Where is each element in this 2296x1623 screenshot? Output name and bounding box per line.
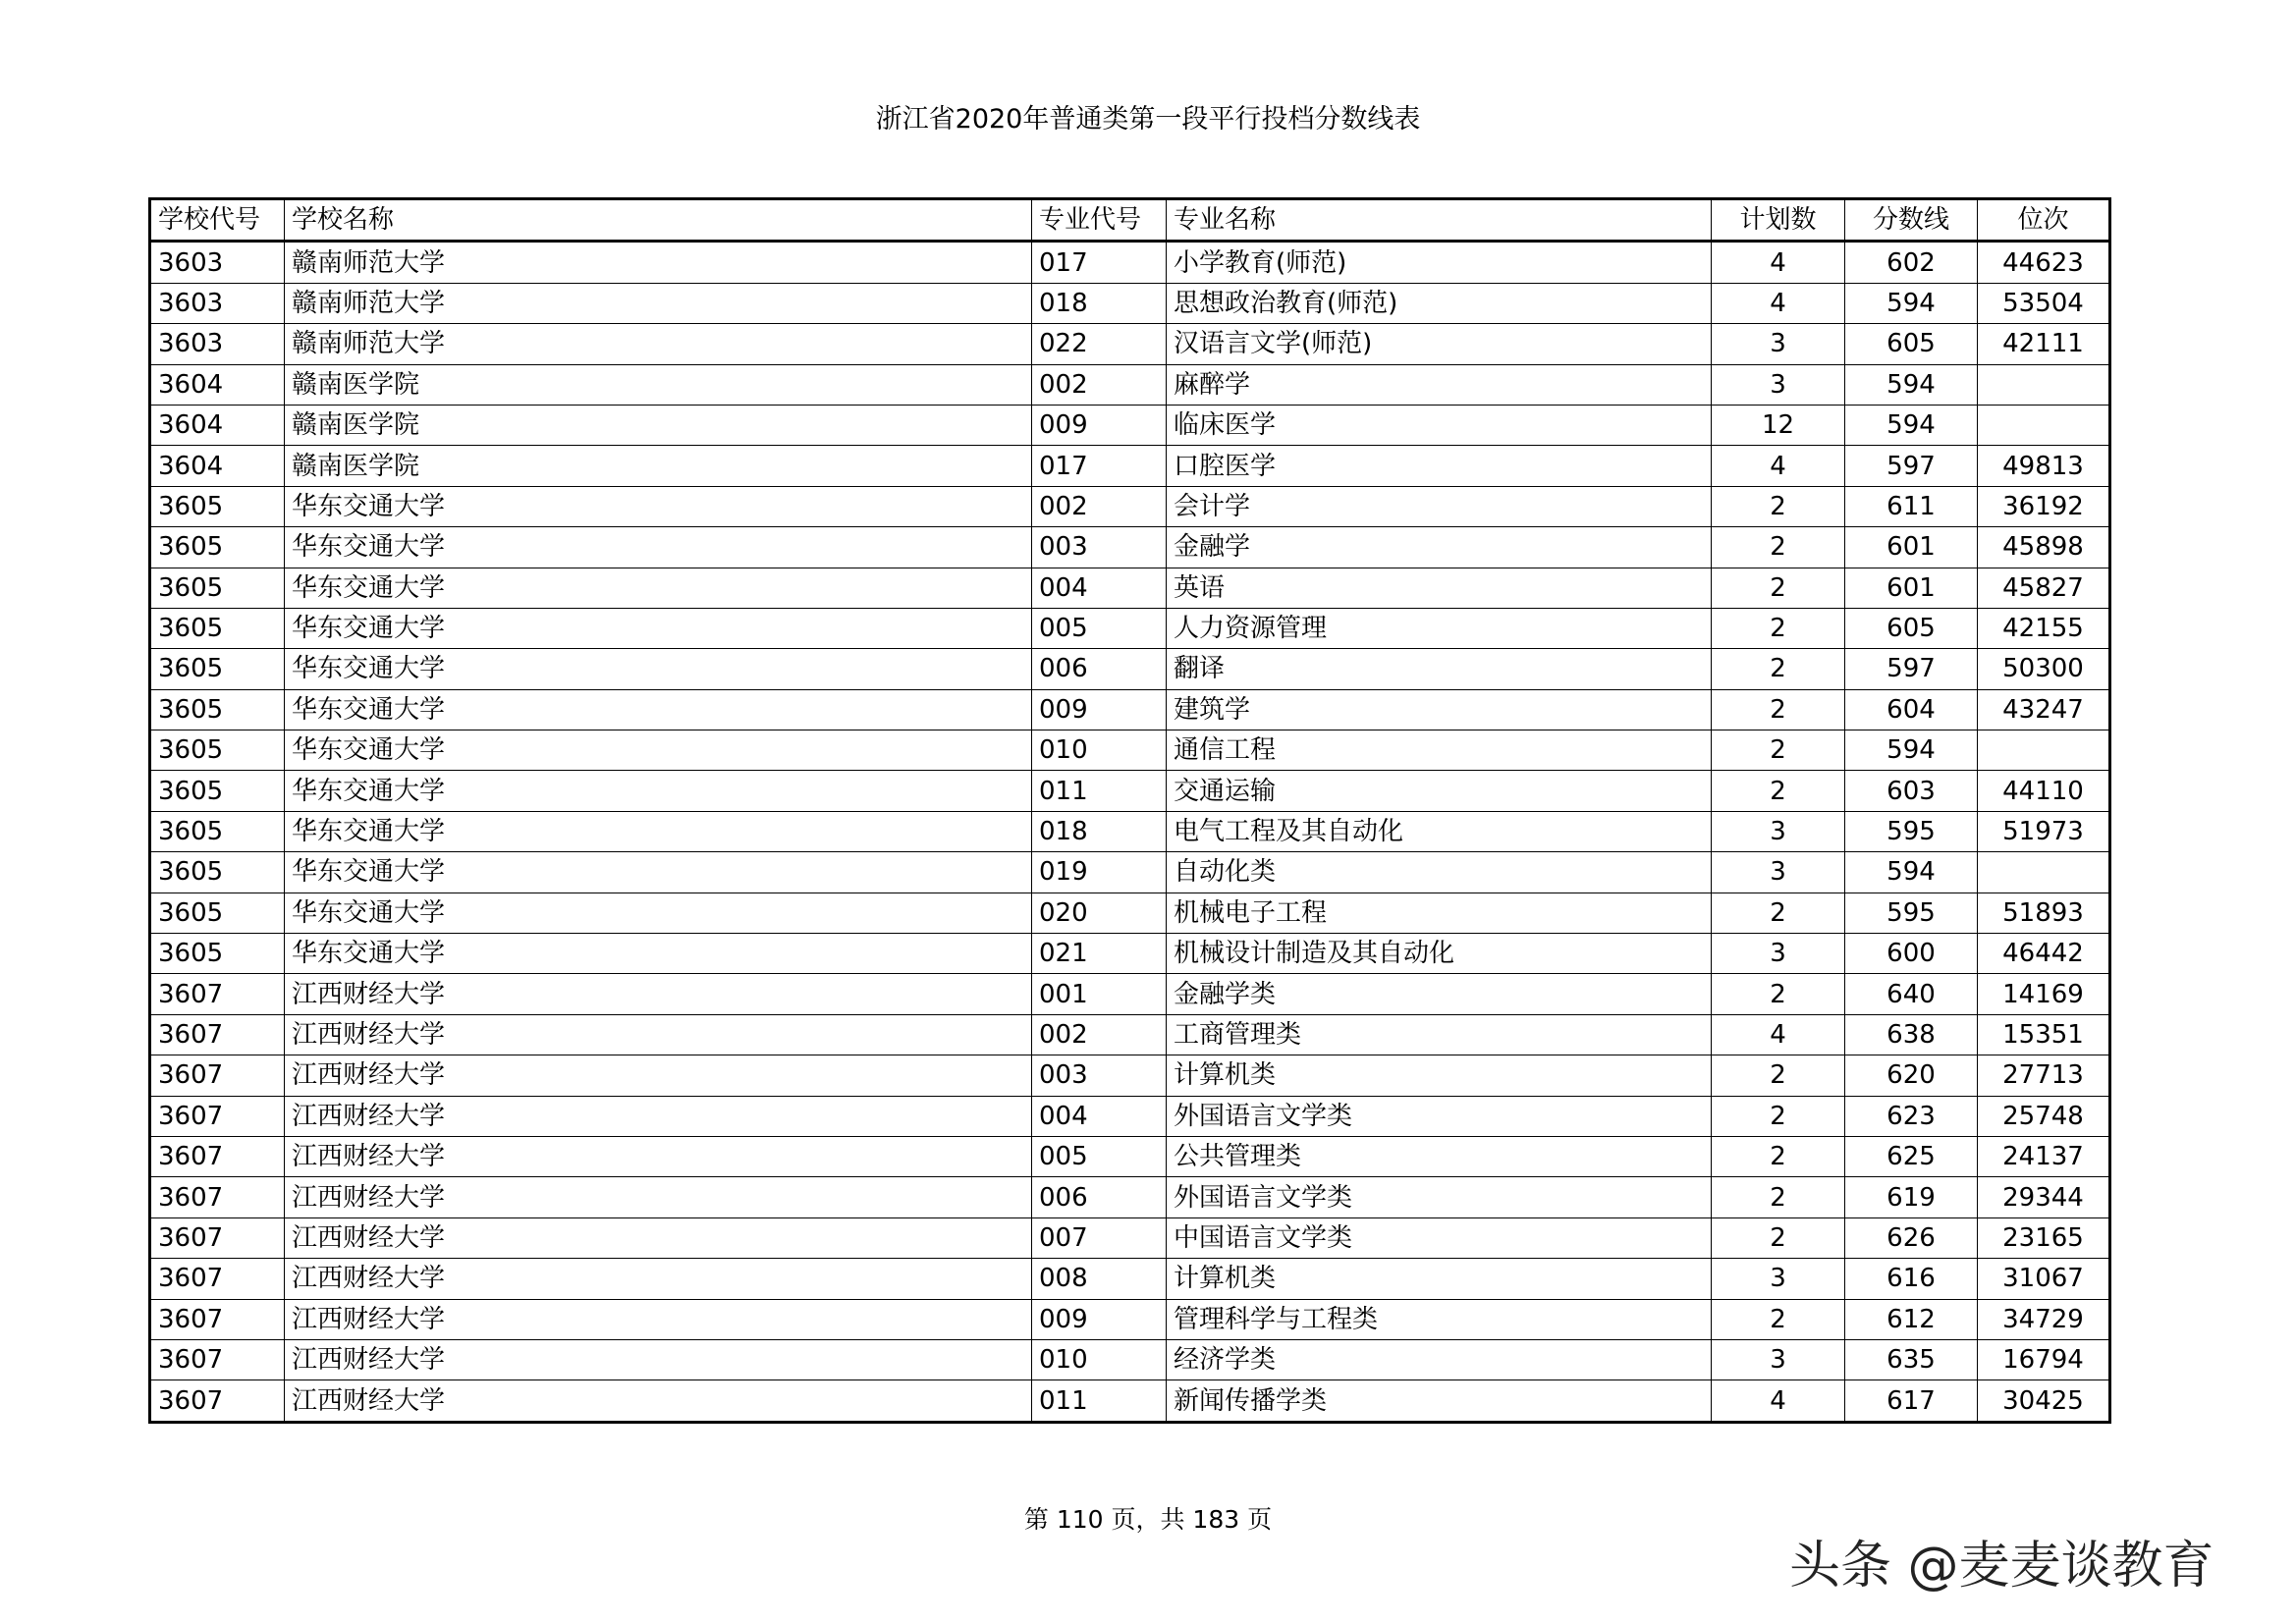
cell-score-line: 601	[1845, 568, 1978, 608]
cell-major-name: 机械电子工程	[1167, 893, 1712, 933]
cell-plan-count: 3	[1712, 1259, 1845, 1299]
cell-score-line: 611	[1845, 486, 1978, 526]
cell-major-name: 公共管理类	[1167, 1136, 1712, 1176]
table-row	[150, 934, 2110, 974]
cell-school-code: 3607	[150, 1380, 285, 1422]
cell-plan-count: 3	[1712, 364, 1845, 405]
cell-school-name: 华东交通大学	[285, 934, 1032, 974]
cell-major-name: 金融学	[1167, 527, 1712, 568]
cell-school-code: 3607	[150, 1259, 285, 1299]
cell-school-name: 江西财经大学	[285, 1259, 1032, 1299]
cell-major-name: 外国语言文学类	[1167, 1177, 1712, 1217]
cell-major-name: 计算机类	[1167, 1259, 1712, 1299]
cell-school-name: 江西财经大学	[285, 1055, 1032, 1096]
cell-school-code: 3607	[150, 1014, 285, 1055]
table-row	[150, 649, 2110, 689]
cell-plan-count: 3	[1712, 811, 1845, 851]
cell-major-code: 017	[1032, 242, 1167, 283]
cell-major-code: 009	[1032, 1299, 1167, 1339]
cell-school-code: 3604	[150, 446, 285, 486]
cell-school-name: 华东交通大学	[285, 811, 1032, 851]
cell-rank: 25748	[1978, 1096, 2110, 1136]
cell-major-name: 机械设计制造及其自动化	[1167, 934, 1712, 974]
cell-score-line: 594	[1845, 364, 1978, 405]
cell-score-line: 600	[1845, 934, 1978, 974]
table-header-row	[150, 199, 2110, 242]
table-row	[150, 1136, 2110, 1176]
cell-school-code: 3607	[150, 1096, 285, 1136]
cell-school-code: 3605	[150, 608, 285, 648]
table-row	[150, 568, 2110, 608]
cell-major-name: 英语	[1167, 568, 1712, 608]
table-row	[150, 689, 2110, 730]
cell-school-code: 3605	[150, 934, 285, 974]
cell-score-line: 594	[1845, 852, 1978, 893]
cell-school-code: 3605	[150, 486, 285, 526]
cell-score-line: 594	[1845, 730, 1978, 771]
cell-major-code: 020	[1032, 893, 1167, 933]
table-row	[150, 974, 2110, 1014]
cell-major-code: 003	[1032, 527, 1167, 568]
cell-score-line: 626	[1845, 1217, 1978, 1258]
cell-rank: 51893	[1978, 893, 2110, 933]
table-row	[150, 1096, 2110, 1136]
cell-plan-count: 4	[1712, 446, 1845, 486]
cell-school-name: 江西财经大学	[285, 974, 1032, 1014]
cell-score-line: 640	[1845, 974, 1978, 1014]
cell-school-name: 华东交通大学	[285, 568, 1032, 608]
cell-school-code: 3603	[150, 242, 285, 283]
cell-plan-count: 3	[1712, 934, 1845, 974]
cell-rank: 45827	[1978, 568, 2110, 608]
cell-school-name: 赣南师范大学	[285, 324, 1032, 364]
cell-rank: 15351	[1978, 1014, 2110, 1055]
cell-score-line: 635	[1845, 1339, 1978, 1380]
cell-plan-count: 3	[1712, 1339, 1845, 1380]
cell-major-name: 翻译	[1167, 649, 1712, 689]
cell-plan-count: 4	[1712, 1014, 1845, 1055]
cell-plan-count: 2	[1712, 568, 1845, 608]
cell-major-code: 002	[1032, 1014, 1167, 1055]
cell-score-line: 617	[1845, 1380, 1978, 1422]
table-row	[150, 811, 2110, 851]
cell-school-name: 江西财经大学	[285, 1096, 1032, 1136]
cell-score-line: 623	[1845, 1096, 1978, 1136]
cell-rank: 51973	[1978, 811, 2110, 851]
cell-major-name: 管理科学与工程类	[1167, 1299, 1712, 1339]
cell-school-name: 华东交通大学	[285, 608, 1032, 648]
cell-plan-count: 2	[1712, 1177, 1845, 1217]
cell-major-code: 006	[1032, 649, 1167, 689]
cell-major-name: 计算机类	[1167, 1055, 1712, 1096]
cell-school-name: 华东交通大学	[285, 486, 1032, 526]
cell-plan-count: 2	[1712, 893, 1845, 933]
cell-major-name: 小学教育(师范)	[1167, 242, 1712, 283]
cell-school-code: 3605	[150, 689, 285, 730]
cell-school-name: 江西财经大学	[285, 1299, 1032, 1339]
cell-school-code: 3604	[150, 364, 285, 405]
cell-rank: 43247	[1978, 689, 2110, 730]
table-row	[150, 486, 2110, 526]
cell-rank	[1978, 852, 2110, 893]
cell-school-name: 华东交通大学	[285, 730, 1032, 771]
cell-rank: 53504	[1978, 283, 2110, 323]
cell-score-line: 616	[1845, 1259, 1978, 1299]
cell-school-code: 3605	[150, 771, 285, 811]
header-major-code: 专业代号	[1032, 199, 1167, 242]
cell-major-code: 022	[1032, 324, 1167, 364]
cell-school-code: 3605	[150, 568, 285, 608]
cell-major-name: 金融学类	[1167, 974, 1712, 1014]
cell-rank: 23165	[1978, 1217, 2110, 1258]
cell-major-name: 会计学	[1167, 486, 1712, 526]
cell-score-line: 595	[1845, 893, 1978, 933]
cell-major-code: 004	[1032, 1096, 1167, 1136]
cell-score-line: 625	[1845, 1136, 1978, 1176]
cell-plan-count: 2	[1712, 689, 1845, 730]
cell-school-code: 3605	[150, 893, 285, 933]
cell-school-name: 赣南师范大学	[285, 242, 1032, 283]
cell-school-code: 3605	[150, 527, 285, 568]
cell-school-name: 华东交通大学	[285, 689, 1032, 730]
cell-school-code: 3607	[150, 1177, 285, 1217]
table-row	[150, 1177, 2110, 1217]
cell-plan-count: 2	[1712, 486, 1845, 526]
cell-school-name: 江西财经大学	[285, 1217, 1032, 1258]
cell-plan-count: 2	[1712, 1136, 1845, 1176]
cell-major-name: 工商管理类	[1167, 1014, 1712, 1055]
table-body	[150, 242, 2110, 1422]
table-row	[150, 283, 2110, 323]
cell-major-name: 汉语言文学(师范)	[1167, 324, 1712, 364]
cell-major-code: 018	[1032, 283, 1167, 323]
cell-rank: 14169	[1978, 974, 2110, 1014]
cell-rank: 44110	[1978, 771, 2110, 811]
header-plan-count: 计划数	[1712, 199, 1845, 242]
cell-major-name: 通信工程	[1167, 730, 1712, 771]
cell-school-name: 江西财经大学	[285, 1136, 1032, 1176]
cell-major-name: 经济学类	[1167, 1339, 1712, 1380]
page-footer: 第 110 页，共 183 页	[1023, 1505, 1273, 1534]
cell-school-name: 赣南师范大学	[285, 283, 1032, 323]
cell-plan-count: 2	[1712, 771, 1845, 811]
cell-score-line: 595	[1845, 811, 1978, 851]
cell-score-line: 594	[1845, 283, 1978, 323]
cell-school-name: 华东交通大学	[285, 527, 1032, 568]
table-row	[150, 1339, 2110, 1380]
cell-score-line: 638	[1845, 1014, 1978, 1055]
cell-major-code: 006	[1032, 1177, 1167, 1217]
cell-rank: 36192	[1978, 486, 2110, 526]
table-row	[150, 527, 2110, 568]
cell-major-code: 011	[1032, 1380, 1167, 1422]
table-row	[150, 1014, 2110, 1055]
table-row	[150, 446, 2110, 486]
cell-rank: 16794	[1978, 1339, 2110, 1380]
cell-rank: 24137	[1978, 1136, 2110, 1176]
cell-rank: 49813	[1978, 446, 2110, 486]
cell-score-line: 594	[1845, 405, 1978, 445]
cell-school-name: 江西财经大学	[285, 1177, 1032, 1217]
cell-plan-count: 2	[1712, 974, 1845, 1014]
table-row	[150, 1055, 2110, 1096]
cell-major-name: 中国语言文学类	[1167, 1217, 1712, 1258]
cell-major-name: 新闻传播学类	[1167, 1380, 1712, 1422]
cell-school-code: 3607	[150, 1136, 285, 1176]
cell-school-name: 华东交通大学	[285, 771, 1032, 811]
cell-rank: 46442	[1978, 934, 2110, 974]
cell-major-code: 009	[1032, 405, 1167, 445]
cell-score-line: 597	[1845, 446, 1978, 486]
cell-school-code: 3603	[150, 324, 285, 364]
table-row	[150, 242, 2110, 283]
cell-school-name: 赣南医学院	[285, 446, 1032, 486]
cell-major-code: 005	[1032, 1136, 1167, 1176]
table-row	[150, 608, 2110, 648]
table-row	[150, 1217, 2110, 1258]
cell-major-code: 008	[1032, 1259, 1167, 1299]
cell-school-code: 3605	[150, 811, 285, 851]
cell-plan-count: 2	[1712, 608, 1845, 648]
cell-score-line: 603	[1845, 771, 1978, 811]
cell-plan-count: 12	[1712, 405, 1845, 445]
cell-major-name: 口腔医学	[1167, 446, 1712, 486]
cell-rank: 31067	[1978, 1259, 2110, 1299]
table-row	[150, 324, 2110, 364]
cell-school-name: 华东交通大学	[285, 852, 1032, 893]
cell-score-line: 597	[1845, 649, 1978, 689]
cell-major-code: 011	[1032, 771, 1167, 811]
cell-rank: 27713	[1978, 1055, 2110, 1096]
cell-plan-count: 3	[1712, 852, 1845, 893]
cell-school-code: 3607	[150, 1217, 285, 1258]
cell-rank	[1978, 730, 2110, 771]
cell-rank: 50300	[1978, 649, 2110, 689]
cell-major-code: 018	[1032, 811, 1167, 851]
table-row	[150, 852, 2110, 893]
table-row	[150, 364, 2110, 405]
header-rank: 位次	[1978, 199, 2110, 242]
table-row	[150, 771, 2110, 811]
cell-school-name: 江西财经大学	[285, 1014, 1032, 1055]
table-row	[150, 1299, 2110, 1339]
header-score-line: 分数线	[1845, 199, 1978, 242]
cell-plan-count: 2	[1712, 1217, 1845, 1258]
cell-rank: 29344	[1978, 1177, 2110, 1217]
cell-major-name: 建筑学	[1167, 689, 1712, 730]
cell-rank: 42111	[1978, 324, 2110, 364]
table-row	[150, 1380, 2110, 1422]
admission-score-table	[148, 197, 2111, 1424]
cell-school-name: 赣南医学院	[285, 364, 1032, 405]
cell-plan-count: 2	[1712, 1055, 1845, 1096]
cell-major-name: 外国语言文学类	[1167, 1096, 1712, 1136]
cell-school-name: 江西财经大学	[285, 1380, 1032, 1422]
watermark: 头条 @麦麦谈教育	[1789, 1537, 2214, 1596]
cell-score-line: 605	[1845, 324, 1978, 364]
cell-major-code: 021	[1032, 934, 1167, 974]
cell-major-name: 麻醉学	[1167, 364, 1712, 405]
cell-major-code: 017	[1032, 446, 1167, 486]
cell-school-code: 3605	[150, 649, 285, 689]
cell-rank	[1978, 364, 2110, 405]
cell-school-code: 3605	[150, 852, 285, 893]
cell-school-name: 华东交通大学	[285, 649, 1032, 689]
cell-school-code: 3607	[150, 974, 285, 1014]
cell-school-name: 华东交通大学	[285, 893, 1032, 933]
cell-school-name: 赣南医学院	[285, 405, 1032, 445]
cell-school-code: 3607	[150, 1339, 285, 1380]
cell-plan-count: 3	[1712, 324, 1845, 364]
cell-school-code: 3604	[150, 405, 285, 445]
cell-school-code: 3605	[150, 730, 285, 771]
cell-plan-count: 4	[1712, 1380, 1845, 1422]
cell-rank	[1978, 405, 2110, 445]
table-row	[150, 405, 2110, 445]
cell-major-code: 001	[1032, 974, 1167, 1014]
cell-major-name: 交通运输	[1167, 771, 1712, 811]
cell-score-line: 620	[1845, 1055, 1978, 1096]
cell-major-code: 004	[1032, 568, 1167, 608]
cell-plan-count: 2	[1712, 1096, 1845, 1136]
cell-plan-count: 2	[1712, 1299, 1845, 1339]
cell-score-line: 604	[1845, 689, 1978, 730]
header-school-name: 学校名称	[285, 199, 1032, 242]
cell-major-code: 019	[1032, 852, 1167, 893]
cell-major-code: 002	[1032, 486, 1167, 526]
header-school-code: 学校代号	[150, 199, 285, 242]
cell-major-code: 010	[1032, 730, 1167, 771]
cell-rank: 42155	[1978, 608, 2110, 648]
cell-school-name: 江西财经大学	[285, 1339, 1032, 1380]
cell-plan-count: 4	[1712, 283, 1845, 323]
cell-rank: 34729	[1978, 1299, 2110, 1339]
cell-school-code: 3607	[150, 1299, 285, 1339]
cell-plan-count: 4	[1712, 242, 1845, 283]
header-major-name: 专业名称	[1167, 199, 1712, 242]
cell-major-code: 009	[1032, 689, 1167, 730]
cell-major-code: 002	[1032, 364, 1167, 405]
cell-rank: 45898	[1978, 527, 2110, 568]
cell-major-code: 005	[1032, 608, 1167, 648]
cell-plan-count: 2	[1712, 527, 1845, 568]
cell-score-line: 612	[1845, 1299, 1978, 1339]
cell-plan-count: 2	[1712, 649, 1845, 689]
cell-score-line: 601	[1845, 527, 1978, 568]
cell-major-code: 003	[1032, 1055, 1167, 1096]
cell-major-name: 自动化类	[1167, 852, 1712, 893]
cell-rank: 30425	[1978, 1380, 2110, 1422]
cell-school-code: 3607	[150, 1055, 285, 1096]
cell-major-name: 人力资源管理	[1167, 608, 1712, 648]
cell-score-line: 605	[1845, 608, 1978, 648]
cell-major-name: 电气工程及其自动化	[1167, 811, 1712, 851]
cell-major-code: 010	[1032, 1339, 1167, 1380]
table-row	[150, 1259, 2110, 1299]
cell-school-code: 3603	[150, 283, 285, 323]
page-title: 浙江省2020年普通类第一段平行投档分数线表	[875, 104, 1421, 135]
cell-rank: 44623	[1978, 242, 2110, 283]
cell-score-line: 602	[1845, 242, 1978, 283]
cell-major-name: 思想政治教育(师范)	[1167, 283, 1712, 323]
cell-major-code: 007	[1032, 1217, 1167, 1258]
cell-plan-count: 2	[1712, 730, 1845, 771]
cell-score-line: 619	[1845, 1177, 1978, 1217]
cell-major-name: 临床医学	[1167, 405, 1712, 445]
table-row	[150, 893, 2110, 933]
table-row	[150, 730, 2110, 771]
